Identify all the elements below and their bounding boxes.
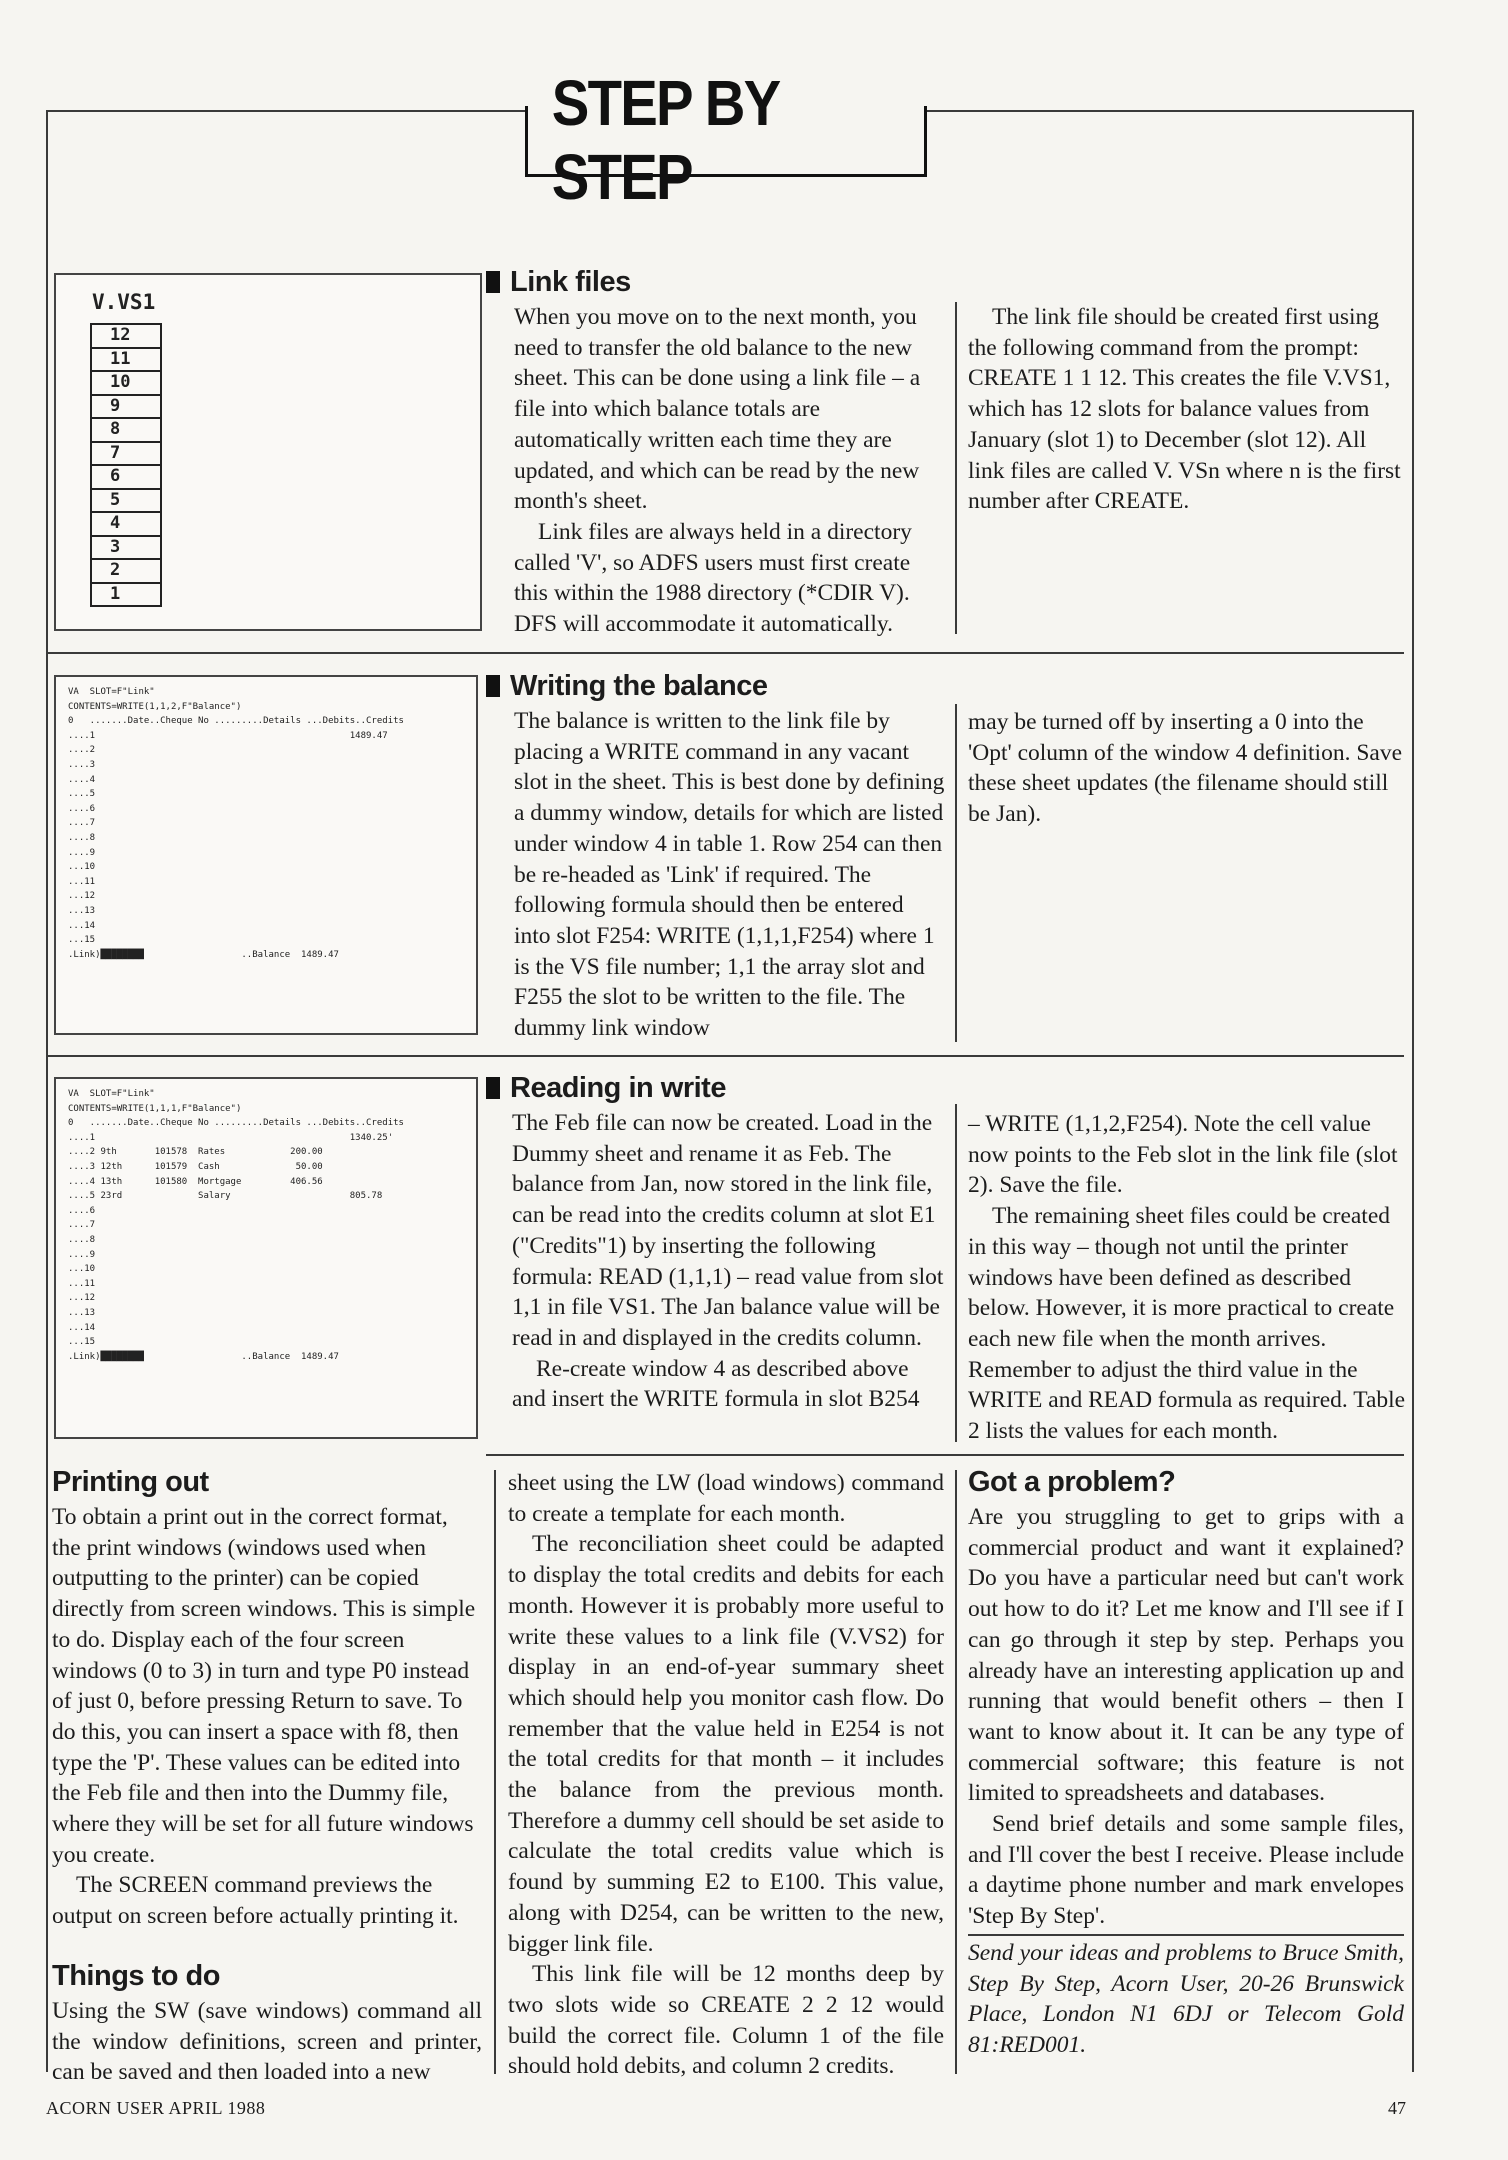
- contact-note: Send your ideas and problems to Bruce Smith, Step By Step, Acorn User, 20-26 Brunswick Place, London N1 6DJ or Telecom Gold 81:RED001.: [968, 1939, 1404, 2058]
- screen-line: CONTENTS=WRITE(1,1,2,F"Balance"): [68, 701, 242, 712]
- screen-line: ....3: [68, 759, 96, 770]
- screen-line: ....7: [68, 818, 96, 829]
- spreadsheet-screenshot-jan: [54, 675, 478, 1035]
- screen-line: ....6: [68, 1205, 96, 1216]
- screen-line: 0 .......Date..Cheque No .........Details ...Debits..Credits: [68, 716, 404, 727]
- heading-bullet-icon: [486, 1077, 500, 1099]
- screen-line: 0 .......Date..Cheque No .........Details ...Debits..Credits: [68, 1118, 404, 1129]
- screen-line: ....9: [68, 847, 96, 858]
- screen-line: ....2: [68, 745, 96, 756]
- printing-col: [52, 1464, 482, 2088]
- writing-balance-heading: [486, 668, 946, 704]
- screen-line: ....5: [68, 789, 96, 800]
- link-file-title: V.VS1: [92, 290, 156, 314]
- screen-line: ...15: [68, 1337, 96, 1348]
- paragraph: – WRITE (1,1,2,F254). Note the cell value now points to the Feb slot in the link file (slot 2). Save the file.: [968, 1111, 1398, 1199]
- link-files-col-a: [486, 264, 946, 640]
- screen-line: ...15: [68, 935, 96, 946]
- rule-4: [968, 1934, 1404, 1936]
- slot-2: 2: [92, 560, 160, 584]
- rule-2: [46, 1055, 1404, 1057]
- screen-line: ....9: [68, 1249, 96, 1260]
- screen-line: .Link)████████ ..Balance 1489.47: [68, 949, 339, 960]
- writing-balance-heading-text: Writing the balance: [510, 670, 768, 702]
- col-rule-3: [955, 1104, 957, 1442]
- paragraph: sheet using the LW (load windows) command to create a template for each month.: [508, 1470, 944, 1527]
- rule-1: [46, 652, 1404, 654]
- slot-9: 9: [92, 396, 160, 420]
- screen-line: ...12: [68, 1293, 96, 1304]
- paragraph: The reconciliation sheet could be adapted to display the total credits and debits for each month. However it is probably more useful to write these values to a link file (V.VS2) for display in an end-of-year summary sheet which should help you monitor cash flow. Do remember that the value held in E254 is not the total credits for that month – it includes the balance from the previous month. Therefore a dummy cell should be set aside to calculate the total credits value which is found by summing E2 to E100. This value, along with D254, can be written to the new, bigger link file.: [508, 1531, 944, 1957]
- paragraph: When you move on to the next month, you need to transfer the old balance to the new sheet. This can be done using a link file – a file into which balance totals are automatically written each time they are updated, and which can be read by the new month's sheet.: [514, 304, 921, 515]
- heading-bullet-icon: [486, 271, 500, 293]
- section-title: STEP BY STEP: [551, 67, 779, 213]
- screen-line: ....4 13th 101580 Mortgage 406.56: [68, 1176, 323, 1187]
- screen-lines: [68, 685, 476, 962]
- screen-line: ...10: [68, 1264, 96, 1275]
- slot-11: 11: [92, 349, 160, 373]
- paragraph: Link files are always held in a directory called 'V', so ADFS users must first create this within the 1988 directory (*CDIR V). DFS will accommodate it automatically.: [514, 518, 912, 638]
- reading-write-col-b: [968, 1109, 1408, 1447]
- screen-line: ....3 12th 101579 Cash 50.00: [68, 1161, 323, 1172]
- paragraph: The link file should be created first using the following command from the prompt: CREATE 1 1 12. This creates the file V.VS1, which has 12 slots for balance values from January (slot 1) to December (slot 12). All link files are called V. VSn where n is the first number after CREATE.: [968, 304, 1401, 515]
- screen-line: ...14: [68, 920, 96, 931]
- heading-bullet-icon: [486, 675, 500, 697]
- writing-balance-col-a: [486, 668, 946, 1044]
- problem-heading: Got a problem?: [968, 1466, 1176, 1498]
- paragraph: The Feb file can now be created. Load in the Dummy sheet and rename it as Feb. The balance from Jan, now stored in the link file, can be read into the credits column at slot E1 ("Credits"1) by inserting the following formula: READ (1,1,1) – read value from slot 1,1 in file VS1. The Jan balance value will be read in and displayed in the credits column.: [512, 1110, 944, 1351]
- spreadsheet-screenshot-feb: [54, 1077, 478, 1439]
- link-file-diagram: [54, 273, 482, 631]
- paragraph: Re-create window 4 as described above and insert the WRITE formula in slot B254: [512, 1355, 920, 1413]
- paragraph: This link file will be 12 months deep by two slots wide so CREATE 2 2 12 would build the correct file. Column 1 of the file should hold debits, and column 2 credits.: [508, 1961, 944, 2080]
- col-rule-1: [955, 302, 957, 634]
- paragraph: To obtain a print out in the correct format, the print windows (windows used when outputting to the printer) can be copied directly from screen windows. This is simple to do. Display each of the four screen windows (0 to 3) in turn and type P0 instead of just 0, before pressing Return to save. To do this, you can insert a space with f8, then type the 'P'. These values can be edited into the Feb file and then into the Dummy file, where they will be set for all future windows you create.: [52, 1504, 476, 1868]
- screen-line: ....6: [68, 803, 96, 814]
- link-files-col-b: [968, 302, 1408, 517]
- link-files-heading-text: Link files: [510, 266, 631, 298]
- problem-col: [968, 1464, 1404, 2061]
- paragraph: may be turned off by inserting a 0 into the 'Opt' column of the window 4 definition. Save these sheet updates (the filename should still be Jan).: [968, 709, 1403, 828]
- magazine-footer: ACORN USER APRIL 1988: [46, 2098, 266, 2118]
- link-files-heading: [486, 264, 946, 300]
- screen-line: ....1 1489.47: [68, 730, 388, 741]
- screen-line: ....5 23rd Salary 805.78: [68, 1191, 383, 1202]
- col-rule-5: [955, 1470, 957, 2074]
- link-files-body: [486, 302, 946, 640]
- slot-10: 10: [92, 372, 160, 396]
- things-to-do-heading: Things to do: [52, 1959, 220, 1992]
- slot-5: 5: [92, 490, 160, 514]
- screen-line: ...11: [68, 876, 96, 887]
- screen-lines: [68, 1087, 476, 1364]
- screen-line: ...13: [68, 905, 96, 916]
- slot-3: 3: [92, 537, 160, 561]
- screen-line: .Link)████████ ..Balance 1489.47: [68, 1351, 339, 1362]
- screen-line: ...11: [68, 1278, 96, 1289]
- paragraph: Send brief details and some sample files, and I'll cover the best I receive. Please include a daytime phone number and mark envelopes 'Step By Step'.: [968, 1811, 1404, 1930]
- page-number: 47: [1388, 2098, 1406, 2118]
- paragraph: The balance is written to the link file by placing a WRITE command in any vacant slot in the sheet. This is best done by defining a dummy window, details for which are listed under window 4 in table 1. Row 254 can then be re-headed as 'Link' if required. The following formula should then be entered into slot F254: WRITE (1,1,1,F254) where 1 is the VS file number; 1,1 the array slot and F255 the slot to be written to the file. The dummy link window: [514, 708, 945, 1042]
- screen-line: ....7: [68, 1220, 96, 1231]
- screen-line: CONTENTS=WRITE(1,1,1,F"Balance"): [68, 1103, 242, 1114]
- screen-line: ...12: [68, 891, 96, 902]
- reading-write-body: [486, 1108, 946, 1415]
- slot-12: 12: [92, 325, 160, 349]
- screen-line: ....1 1340.25': [68, 1132, 394, 1143]
- reading-write-heading: [486, 1070, 946, 1106]
- screen-line: VA SLOT=F"Link": [68, 1089, 155, 1099]
- paragraph: Are you struggling to get to grips with a commercial product and want it explained? Do you have a particular need but can't work out how to do it? Let me know and I'll see if I can go through it step by step. Perhaps you already have an interesting application up and running that would benefit others – then I want to know about it. It can be any type of commercial software; this feature is not limited to spreadsheets and databases.: [968, 1504, 1404, 1807]
- reading-write-col-a: [486, 1070, 946, 1415]
- screen-line: ....2 9th 101578 Rates 200.00: [68, 1147, 323, 1158]
- rule-3: [486, 1454, 1404, 1456]
- screen-line: ...10: [68, 862, 96, 873]
- slot-stack: [90, 323, 162, 607]
- section-title-box: [525, 67, 927, 213]
- paragraph: The remaining sheet files could be created in this way – though not until the printer windows have been defined as described below. However, it is more practical to create each new file when the month arrives. Remember to adjust the third value in the WRITE and READ formula as required. Table 2 lists the values for each month.: [968, 1203, 1406, 1445]
- printing-out-heading: Printing out: [52, 1466, 209, 1498]
- col-rule-4: [494, 1470, 496, 2074]
- slot-4: 4: [92, 513, 160, 537]
- paragraph: The SCREEN command previews the output on screen before actually printing it.: [52, 1872, 459, 1930]
- screen-line: ...14: [68, 1322, 96, 1333]
- slot-7: 7: [92, 443, 160, 467]
- reading-write-heading-text: Reading in write: [510, 1072, 726, 1104]
- writing-balance-body: [486, 706, 946, 1044]
- screen-line: VA SLOT=F"Link": [68, 687, 155, 697]
- screen-line: ....8: [68, 1234, 96, 1245]
- screen-line: ....8: [68, 832, 96, 843]
- slot-8: 8: [92, 419, 160, 443]
- slot-1: 1: [92, 584, 160, 608]
- things-col-2: [508, 1468, 944, 2082]
- writing-balance-col-b: [968, 707, 1408, 830]
- screen-line: ....4: [68, 774, 96, 785]
- slot-6: 6: [92, 466, 160, 490]
- col-rule-2: [955, 704, 957, 1042]
- paragraph: Using the SW (save windows) command all the window definitions, screen and printer, can be saved and then loaded into a new: [52, 1997, 482, 2086]
- screen-line: ...13: [68, 1307, 96, 1318]
